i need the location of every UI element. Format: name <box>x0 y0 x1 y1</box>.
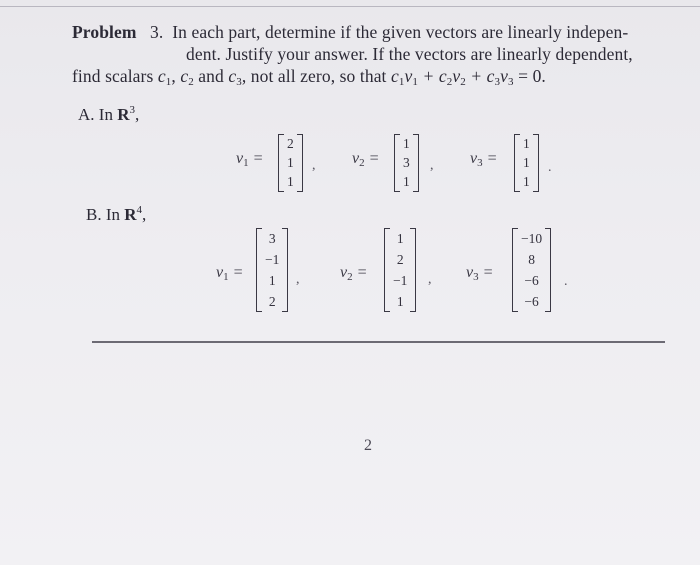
matrix-entry: 1 <box>403 174 410 190</box>
equation-end: = 0. <box>518 66 546 86</box>
matrix-entry: −1 <box>265 251 280 267</box>
part-a-v1-matrix <box>278 134 303 192</box>
matrix-entry: 8 <box>528 251 535 267</box>
problem-text-1: In each part, determine if the given vectors are linearly indepen- <box>172 22 629 42</box>
part-a-v3-matrix <box>514 134 539 192</box>
linear-combination: $c_1v_1 + c_2v_2 + c_3v_3$ <box>391 66 514 88</box>
matrix-entry: 3 <box>403 154 410 170</box>
problem-line-1 <box>72 22 628 43</box>
matrix-entry: 2 <box>396 251 404 267</box>
matrix-entry: 1 <box>396 230 404 246</box>
part-b-label: B. In $R^4$, <box>86 204 147 224</box>
problem-text-2: dent. Justify your answer. If the vectors are linearly dependent, <box>186 44 633 64</box>
document-page: Problem 3. In each part, determine if the given vectors are linearly indepen- dent. Justify your answer. If the vectors are linearly dependent, find scalars $c_1$, $c_2$ and $c_3$, not all zero, so that $c_1v_1 + c_2v_2 + c_3v_3 = 0$. A. In $R^3$, $v_1$ = 2 1 1 , $v_2$ = 1 3 1 , $v_3$ = 1 1 1 . B. In $R^4$, $v_1$ = 3 −1 1 2 , $v_2$ = 1 2 −1 1 , $v_3$ = −10 8 −6 −6 . 2 <box>0 0 700 565</box>
matrix-entry: 1 <box>523 135 530 151</box>
matrix-entry: −6 <box>524 272 539 288</box>
matrix-entry: −1 <box>393 272 408 288</box>
matrix-entry: 2 <box>287 135 294 151</box>
problem-text-3-mid: , not all zero, so that <box>241 66 387 86</box>
part-b-v1-matrix <box>256 228 288 312</box>
problem-text-3-prefix: find scalars <box>72 66 154 86</box>
section-divider <box>92 341 665 343</box>
page-number: 2 <box>364 437 372 454</box>
part-a-v2-label: $v_2$ = <box>352 150 380 169</box>
matrix-entry: 1 <box>287 174 294 190</box>
problem-line-2 <box>186 44 633 65</box>
problem-line-3: find scalars $c_1$, $c_2$ and $c_3$, not all zero, so that $c_1v_1 + c_2v_2 + c_3v_3 = 0$. <box>72 66 546 88</box>
part-a-label: A. In $R^3$, <box>78 104 140 124</box>
part-b-v2-label: $v_2$ = <box>340 264 368 283</box>
matrix-entry: −10 <box>521 230 543 246</box>
matrix-entry: 2 <box>268 293 276 309</box>
matrix-entry: −6 <box>524 293 539 309</box>
matrix-entry: 1 <box>287 154 294 170</box>
matrix-entry: 3 <box>268 230 276 246</box>
part-a-v2-matrix <box>394 134 419 192</box>
matrix-entry: 1 <box>523 174 530 190</box>
part-b-v3-matrix <box>512 228 551 312</box>
part-a-v3-label: $v_3$ = <box>470 150 498 169</box>
part-b-v3-label: $v_3$ = <box>466 264 494 283</box>
part-b-v1-label: $v_1$ = <box>216 264 244 283</box>
part-a-v1-label: $v_1$ = <box>236 150 264 169</box>
matrix-entry: 1 <box>268 272 276 288</box>
matrix-entry: 1 <box>523 154 530 170</box>
top-divider <box>0 6 700 7</box>
problem-label: Problem <box>72 22 137 42</box>
problem-number: 3. <box>149 22 164 42</box>
matrix-entry: 1 <box>396 293 404 309</box>
matrix-entry: 1 <box>403 135 410 151</box>
problem-text-3-and: and <box>198 66 224 86</box>
part-b-v2-matrix <box>384 228 416 312</box>
